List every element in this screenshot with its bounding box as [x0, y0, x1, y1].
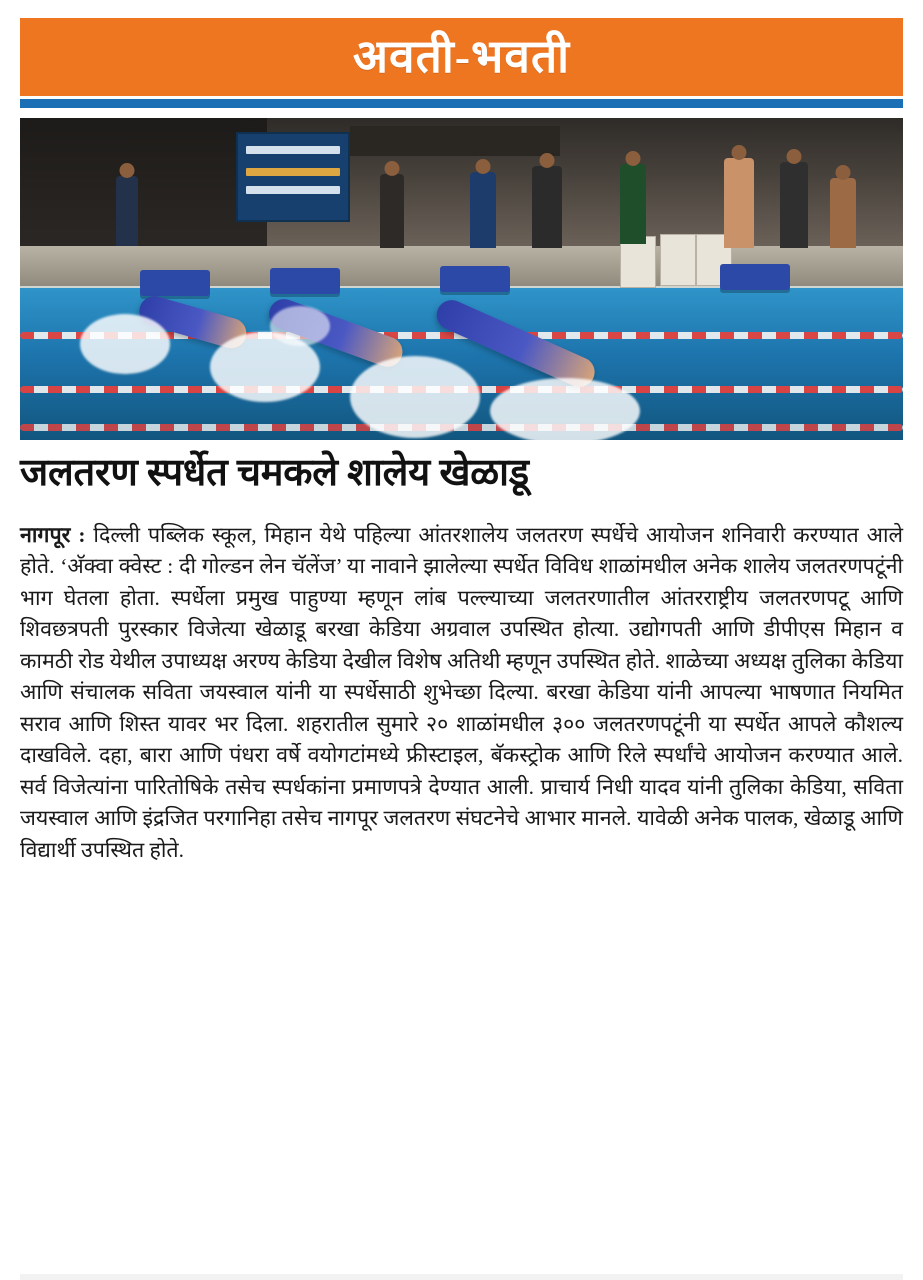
starting-block — [140, 270, 210, 296]
spectator — [620, 164, 646, 244]
masthead-title: अवती-भवती — [352, 31, 571, 82]
official — [780, 162, 808, 248]
spectator — [470, 172, 496, 248]
water-splash — [80, 314, 170, 374]
event-banner — [236, 132, 350, 222]
water-splash — [210, 332, 320, 402]
photo-background-shadow — [20, 118, 267, 246]
starting-block — [720, 264, 790, 290]
water-splash — [350, 356, 480, 438]
article-body-text: दिल्ली पब्लिक स्कूल, मिहान येथे पहिल्या आंतरशालेय जलतरण स्पर्धेचे आयोजन शनिवारी करण्यात आले होते. ‘अ‍ॅक्वा क्वेस्ट : दी गोल्डन लेन चॅलेंज’ या नावाने झालेल्या स्पर्धेत विविध शाळांमधील अनेक शालेय जलतरणपटूंनी भाग घेतला होता. स्पर्धेला प्रमुख पाहुण्या म्हणून लांब पल्ल्याच्या जलतरणातील आंतरराष्ट्रीय जलतरणपटू आणि शिवछत्रपती पुरस्कार विजेत्या खेळाडू बरखा केडिया अग्रवाल उपस्थित होत्या. उद्योगपती आणि डीपीएस मिहान व कामठी रोड येथील उपाध्यक्ष अरण्य केडिया देखील विशेष अतिथी म्हणून उपस्थित होते. शाळेच्या अध्यक्ष तुलिका केडिया आणि संचालक सविता जयस्वाल यांनी या स्पर्धेसाठी शुभेच्छा दिल्या. बरखा केडिया यांनी आपल्या भाषणात नियमित सराव आणि शिस्त यावर भर दिला. शहरातील सुमारे २० शाळांमधील ३०० जलतरणपटूंनी या स्पर्धेत आपले कौशल्य दाखविले. दहा, बारा आणि पंधरा वर्षे वयोगटांमध्ये फ्रीस्टाइल, बॅकस्ट्रोक आणि रिले स्पर्धांचे आयोजन करण्यात आले. सर्व विजेत्यांना पारितोषिके तसेच स्पर्धकांना प्रमाणपत्रे देण्यात आली. प्राचार्य निधी यादव यांनी तुलिका केडिया, सविता जयस्वाल आणि इंद्रजित परगानिहा तसेच नागपूर जलतरण संघटनेचे आभार मानले. यावेळी अनेक पालक, खेळाडू आणि विद्यार्थी उपस्थित होते. — [20, 523, 904, 862]
swimmer-standing — [724, 158, 754, 248]
spectator — [380, 174, 404, 248]
plastic-chair — [660, 234, 696, 286]
swimming-competition-photo — [20, 118, 903, 440]
masthead-bar — [20, 18, 903, 96]
article-headline: जलतरण स्पर्धेत चमकले शालेय खेळाडू — [20, 452, 529, 494]
spectator — [116, 176, 138, 246]
water-splash — [490, 378, 640, 440]
swimmer-standing — [830, 178, 856, 248]
article-dateline: नागपूर : — [20, 523, 86, 547]
photographer — [532, 166, 562, 248]
starting-block — [440, 266, 510, 292]
starting-block — [270, 268, 340, 294]
article-body — [20, 520, 903, 866]
event-banner-secondary — [350, 126, 560, 156]
photo-illustration — [20, 118, 903, 440]
masthead-rule — [20, 99, 903, 108]
page-bottom-strip — [20, 1274, 903, 1280]
